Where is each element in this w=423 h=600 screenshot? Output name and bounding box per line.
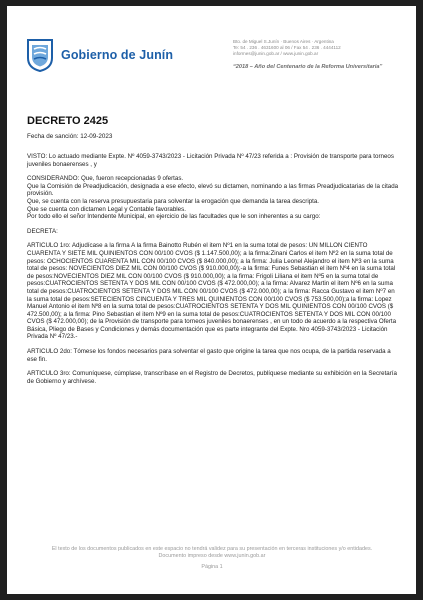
- page-number: Página 1: [201, 564, 223, 570]
- contact-line: informes@junin.gob.ar / www.junin.gob.ar: [233, 51, 319, 57]
- disclaimer-text: El texto de los documentos publicados en este espacio no tendrá validez para su presentación en terceras instituciones y/o entidades.: [51, 546, 373, 552]
- letterhead: [25, 38, 402, 86]
- brand-name: Gobierno de Junín: [61, 48, 174, 62]
- decree-title: DECRETO 2425: [27, 115, 109, 127]
- decree-body: [27, 153, 399, 392]
- considerando-line: Por todo ello el señor Intendente Municipal, en ejercicio de las facultades que le son inherentes a su cargo:: [27, 213, 321, 221]
- articulo-3: ARTICULO 3ro: Comuníquese, cúmplase, transcríbase en el Registro de Decretos, publíquese mediante su exhibición en la Secretaría de Gobierno y archívese.: [27, 370, 397, 385]
- considerando-line: Que, se cuenta con la reserva presupuestaria para solventar la erogación que demanda la tarea descripta.: [27, 197, 320, 205]
- municipal-logo: [25, 38, 55, 72]
- document-page: [7, 6, 416, 594]
- motto: “2018 – Año del Centenario de la Reforma Universitaria”: [233, 64, 383, 70]
- printed-from-text: Documento impreso desde www.junin.gob.ar: [158, 553, 266, 559]
- page-footer: [37, 546, 387, 571]
- considerando-paragraph: [27, 175, 399, 221]
- contact-line: Bto. de Miguel S.Junín · Buenos Aires · Argentina: [233, 39, 334, 44]
- sanction-date: Fecha de sanción: 12-09-2023: [27, 133, 113, 140]
- considerando-line: CONSIDERANDO: Que, fueron recepcionadas 9 ofertas.: [27, 175, 184, 183]
- considerando-line: Que se cuenta con dictamen Legal y Contable favorables.: [27, 205, 186, 213]
- contact-line: Te: 54 . 236 . 4631600 al 06 / Fax 54 . 236 . 4444112: [233, 45, 341, 51]
- visto-paragraph: VISTO: Lo actuado mediante Expte. Nº 4059-3743/2023 - Licitación Privada Nº 47/23 referida a : Provisión de transporte para torneos juveniles bonaerenses , y: [27, 153, 394, 168]
- contact-info: [233, 39, 416, 58]
- decreta-heading: DECRETA:: [27, 227, 58, 235]
- articulo-2: ARTICULO 2do: Tómese los fondos necesarios para solventar el gasto que origine la tarea que nos ocupa, de la partida reservada a ese fin.: [27, 348, 391, 363]
- articulo-1: ARTICULO 1ro: Adjudícase a la firma A la firma Bainotto Rubén el item Nº1 en la suma total de pesos: UN MILLON CIENTO CUARENTA Y SIETE MIL QUINIENTOS CON 00/100 CVOS ($ 1.147.500,00); a la firma:Zinani Carlos el item Nº2 en la suma total de pesos: OCHOCIENTOS CUARENTA MIL CON 00/100 CVOS ($ 840.000,00); a la firma: Julia Leonel Alejandro el item Nº3 en la suma total de pesos: NOVECIENTOS DIEZ MIL CON 00/100 CVOS ($ 910.000,00);-a la firma: Funes Sebastian el item Nº4 en la suma total de pesos:NOVECIENTOS DIEZ MIL CON 00/100 CVOS ($ 910.000,00); a la firma: Frigoli Liliana el item Nº5 en la suma total de pesos:CUATROCIENTOS SETENTA Y DOS MIL CON 00/100 CVOS ($ 472.000,00); a la firma: Alvarez Martin el item Nº6 en la suma total de pesos:CUATROCIENTOS SETENTA Y DOS MIL CON 00/100 CVOS ($ 472.000,00); a la firma: Racca Gustavo el item Nº7 en la suma total de pesos:SETECIENTOS CINCUENTA Y TRES MIL QUINIENTOS CON 00/100 CVOS ($ 753.500,00);a la firma: Lopez Manuel Antonio el item Nº8 en la suma total de pesos:CUATROCIENTOS SETENTA Y DOS MIL QUINIENTOS CON 00/100 CVOS ($ 472.500,00); a la firma: Pino Sebastian el item Nº9 en la suma total de pesos:CUATROCIENTOS SETENTA Y DOS MIL CON 00/100 CVOS ($ 472.000,00); de la Provisión de transporte para torneos juveniles bonaerenses , en un todo de acuerdo a la respectiva Oferta Básica, Pliego de Bases y Condiciones y demás documentación que es parte integrante del Expte. Nro 4059-3743/2023 - Licitación Privada Nº 47/23.-: [27, 242, 397, 341]
- considerando-line: Que la Comisión de Preadjudicación, designada a ese efecto, elevó su dictamen, nominando a las firmas Preadjudicatarias de la citada provisión.: [27, 182, 399, 198]
